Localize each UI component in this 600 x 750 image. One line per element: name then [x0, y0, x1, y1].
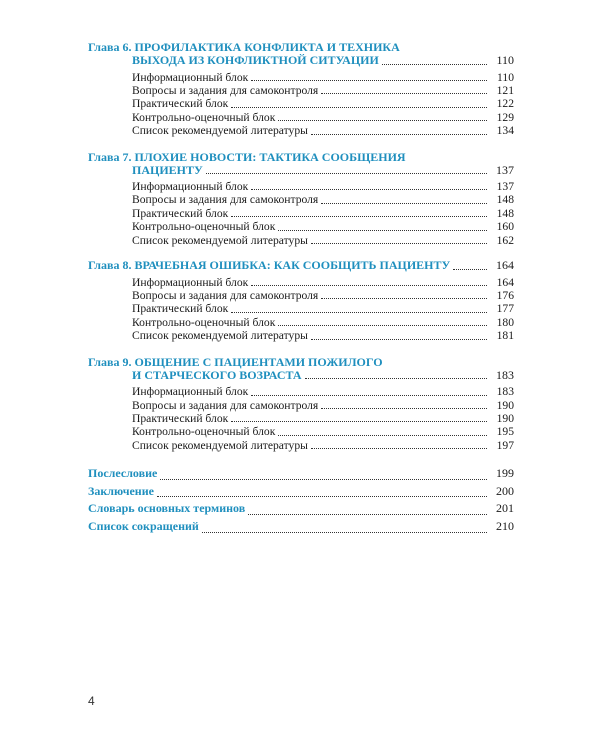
chapter-title-line1: ОБЩЕНИЕ С ПАЦИЕНТАМИ ПОЖИЛОГО	[134, 354, 383, 369]
dot-leader	[160, 479, 487, 480]
dot-leader	[321, 298, 487, 299]
toc-item-page: 148	[496, 193, 514, 207]
chapter-heading-line2[interactable]	[88, 54, 514, 68]
dot-leader	[278, 230, 487, 231]
toc-section-glossary[interactable]	[88, 500, 514, 518]
toc-item-title: Информационный блок	[132, 180, 249, 194]
toc-item[interactable]	[132, 220, 514, 233]
dot-leader	[251, 395, 487, 396]
chapter-subsections	[88, 276, 514, 343]
toc-item-title: Контрольно-оценочный блок	[132, 315, 276, 329]
toc-section-afterword[interactable]	[88, 465, 514, 483]
section-title: Заключение	[88, 483, 154, 498]
dot-leader	[231, 421, 487, 422]
dot-leader	[311, 339, 487, 340]
toc-item-page: 129	[496, 110, 514, 124]
toc-item-page: 148	[496, 206, 514, 220]
chapter-title-line1: ВРАЧЕБНАЯ ОШИБКА: КАК СООБЩИТЬ ПАЦИЕНТУ	[134, 258, 451, 273]
chapter-subsections	[88, 71, 514, 138]
toc-item-title: Информационный блок	[132, 70, 249, 84]
toc-chapter-9	[88, 355, 514, 453]
dot-leader	[305, 378, 487, 379]
chapter-heading-line1[interactable]	[88, 150, 514, 164]
section-title: Словарь основных терминов	[88, 501, 246, 516]
dot-leader	[453, 269, 487, 270]
chapter-heading-line2[interactable]	[88, 164, 514, 178]
toc-item-page: 137	[496, 180, 514, 194]
toc-item-page: 134	[496, 124, 514, 138]
dot-leader	[278, 325, 487, 326]
section-page: 210	[496, 518, 514, 533]
toc-item-title: Практический блок	[132, 302, 229, 316]
toc-item[interactable]	[132, 399, 514, 412]
toc-chapter-6	[88, 40, 514, 138]
section-page: 201	[496, 501, 514, 516]
toc-item[interactable]	[132, 97, 514, 110]
dot-leader	[382, 64, 487, 65]
table-of-contents	[88, 40, 514, 536]
toc-chapter-7	[88, 150, 514, 248]
dot-leader	[321, 203, 487, 204]
toc-item[interactable]	[132, 207, 514, 220]
toc-item-title: Практический блок	[132, 411, 229, 425]
toc-item-title: Вопросы и задания для самоконтроля	[132, 288, 319, 302]
toc-item-title: Список рекомендуемой литературы	[132, 233, 308, 247]
toc-item-title: Информационный блок	[132, 385, 249, 399]
dot-leader	[311, 448, 487, 449]
chapter-title-line1: ПЛОХИЕ НОВОСТИ: ТАКТИКА СООБЩЕНИЯ	[134, 149, 406, 164]
toc-item-title: Список рекомендуемой литературы	[132, 124, 308, 138]
dot-leader	[321, 408, 487, 409]
toc-item-page: 180	[496, 315, 514, 329]
toc-item-page: 122	[496, 97, 514, 111]
toc-item-title: Контрольно-оценочный блок	[132, 220, 276, 234]
toc-item-title: Контрольно-оценочный блок	[132, 425, 276, 439]
toc-item[interactable]	[132, 276, 514, 289]
chapter-title-line2: ВЫХОДА ИЗ КОНФЛИКТНОЙ СИТУАЦИИ	[132, 53, 379, 67]
toc-section-conclusion[interactable]	[88, 483, 514, 501]
toc-item[interactable]	[132, 234, 514, 247]
dot-leader	[311, 243, 487, 244]
dot-leader	[321, 93, 487, 94]
chapter-title-line2: ПАЦИЕНТУ	[132, 162, 203, 177]
chapter-subsections	[88, 180, 514, 247]
chapter-label: Глава 7.	[88, 149, 132, 164]
toc-item[interactable]	[132, 289, 514, 302]
toc-item[interactable]	[132, 412, 514, 425]
dot-leader	[251, 189, 487, 190]
chapter-heading[interactable]	[88, 259, 514, 273]
toc-item-page: 177	[496, 302, 514, 316]
dot-leader	[278, 120, 487, 121]
dot-leader	[311, 134, 487, 135]
toc-item-title: Практический блок	[132, 97, 229, 111]
toc-item[interactable]	[132, 329, 514, 342]
section-page: 199	[496, 466, 514, 481]
toc-item-page: 121	[496, 83, 514, 97]
toc-item[interactable]	[132, 180, 514, 193]
page-number: 4	[88, 694, 95, 708]
dot-leader	[251, 285, 487, 286]
chapter-page: 110	[496, 53, 514, 67]
chapter-page: 164	[496, 258, 514, 273]
section-page: 200	[496, 483, 514, 498]
toc-item-page: 190	[496, 411, 514, 425]
toc-item-title: Список рекомендуемой литературы	[132, 329, 308, 343]
toc-item[interactable]	[132, 124, 514, 137]
toc-item-page: 190	[496, 398, 514, 412]
chapter-heading-line2[interactable]	[88, 369, 514, 383]
dot-leader	[231, 107, 487, 108]
toc-item-title: Список рекомендуемой литературы	[132, 438, 308, 452]
toc-final-sections	[88, 465, 514, 535]
dot-leader	[251, 80, 487, 81]
section-title: Список сокращений	[88, 518, 199, 533]
chapter-label: Глава 8.	[88, 258, 132, 273]
toc-item-page: 160	[496, 220, 514, 234]
toc-item-page: 164	[496, 275, 514, 289]
toc-item-page: 176	[496, 288, 514, 302]
toc-item-title: Информационный блок	[132, 275, 249, 289]
toc-item-title: Контрольно-оценочный блок	[132, 110, 276, 124]
toc-item[interactable]	[132, 84, 514, 97]
toc-item[interactable]	[132, 193, 514, 206]
toc-item-title: Вопросы и задания для самоконтроля	[132, 83, 319, 97]
toc-item-title: Вопросы и задания для самоконтроля	[132, 193, 319, 207]
toc-item[interactable]	[132, 439, 514, 452]
chapter-page: 137	[496, 162, 514, 177]
chapter-subsections	[88, 385, 514, 452]
toc-item-page: 195	[496, 425, 514, 439]
toc-item[interactable]	[132, 111, 514, 124]
chapter-label: Глава 6.	[88, 40, 132, 54]
toc-item-page: 110	[497, 70, 514, 84]
dot-leader	[231, 216, 487, 217]
chapter-heading-line1[interactable]	[88, 355, 514, 369]
dot-leader	[231, 312, 487, 313]
dot-leader	[206, 173, 487, 174]
toc-chapter-8	[88, 259, 514, 343]
toc-item-page: 197	[496, 438, 514, 452]
toc-item-page: 162	[496, 233, 514, 247]
dot-leader	[248, 514, 487, 515]
dot-leader	[278, 435, 487, 436]
chapter-title-line2: И СТАРЧЕСКОГО ВОЗРАСТА	[132, 367, 302, 382]
chapter-heading-line1[interactable]	[88, 40, 514, 54]
toc-item[interactable]	[132, 425, 514, 438]
toc-item[interactable]	[132, 316, 514, 329]
toc-item-title: Вопросы и задания для самоконтроля	[132, 398, 319, 412]
chapter-label: Глава 9.	[88, 354, 132, 369]
section-title: Послесловие	[88, 466, 158, 481]
dot-leader	[202, 532, 487, 533]
toc-item[interactable]	[132, 71, 514, 84]
toc-item-title: Практический блок	[132, 206, 229, 220]
toc-item-page: 181	[496, 329, 514, 343]
chapter-title-line1: ПРОФИЛАКТИКА КОНФЛИКТА И ТЕХНИКА	[134, 40, 400, 54]
toc-item[interactable]	[132, 385, 514, 398]
toc-section-abbreviations[interactable]	[88, 518, 514, 536]
toc-item[interactable]	[132, 302, 514, 315]
chapter-page: 183	[496, 367, 514, 382]
dot-leader	[157, 496, 487, 497]
toc-item-page: 183	[496, 385, 514, 399]
